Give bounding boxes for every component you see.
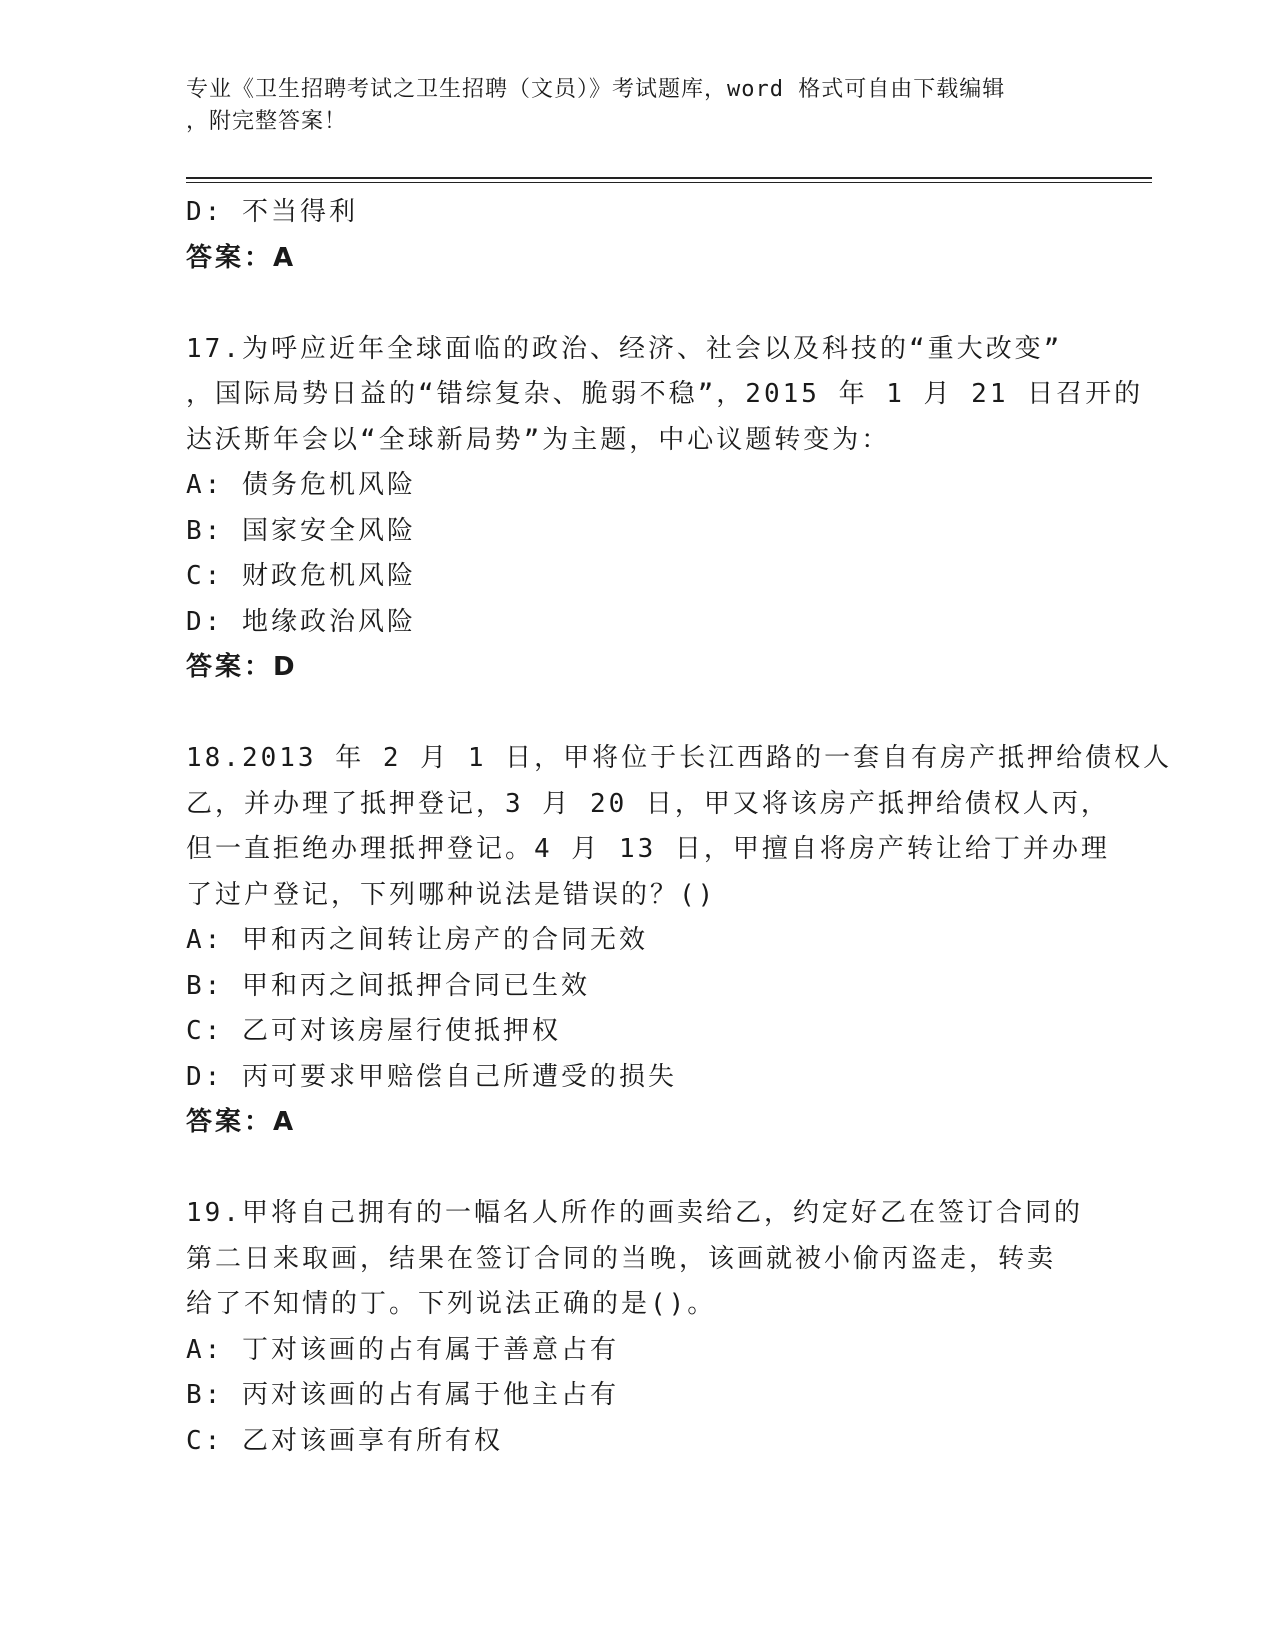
option-b: B: 丙对该画的占有属于他主占有 bbox=[186, 1380, 619, 1410]
header-rule-thick bbox=[186, 177, 1152, 179]
question-19 bbox=[186, 1191, 1086, 1464]
option-a: A: 丁对该画的占有属于善意占有 bbox=[186, 1334, 619, 1365]
header-line-2: ，附完整答案！ bbox=[186, 109, 348, 134]
header-line-1: 专业《卫生招聘考试之卫生招聘（文员）》考试题库，word 格式可自由下载编辑 bbox=[186, 77, 1006, 102]
option-a: A: 甲和丙之间转让房产的合同无效 bbox=[186, 925, 648, 955]
question-text-line: 乙，并办理了抵押登记，3 月 20 日，甲又将该房产抵押给债权人丙， bbox=[186, 788, 1110, 819]
option-d: D: 丙可要求甲赔偿自己所遭受的损失 bbox=[186, 1061, 677, 1092]
question-17 bbox=[186, 327, 1144, 691]
option-c: C: 财政危机风险 bbox=[186, 561, 416, 591]
option-a: A: 债务危机风险 bbox=[186, 470, 416, 500]
question-text-line: 给了不知情的丁。下列说法正确的是()。 bbox=[186, 1289, 717, 1319]
question-18 bbox=[186, 736, 1173, 1146]
question-text-line: 第二日来取画，结果在签订合同的当晚，该画就被小偷丙盗走，转卖 bbox=[186, 1243, 1057, 1274]
option-b: B: 甲和丙之间抵押合同已生效 bbox=[186, 970, 590, 1001]
option-c: C: 乙可对该房屋行使抵押权 bbox=[186, 1016, 561, 1046]
question-text-line: 18.2013 年 2 月 1 日，甲将位于长江西路的一套自有房产抵押给债权人 bbox=[186, 743, 1173, 773]
document-body bbox=[186, 190, 1173, 1464]
answer: 答案：A bbox=[186, 242, 297, 273]
question-text-line: 达沃斯年会以“全球新局势”为主题，中心议题转变为： bbox=[186, 424, 891, 455]
spacer bbox=[186, 1146, 1086, 1192]
question-text-line: 17.为呼应近年全球面临的政治、经济、社会以及科技的“重大改变” bbox=[186, 333, 1063, 364]
question-text-line: ，国际局势日益的“错综复杂、脆弱不稳”，2015 年 1 月 21 日召开的 bbox=[186, 379, 1144, 409]
spacer bbox=[186, 691, 1086, 737]
spacer bbox=[186, 281, 1086, 327]
option-c: C: 乙对该画享有所有权 bbox=[186, 1425, 503, 1456]
option-d: D: 地缘政治风险 bbox=[186, 606, 416, 637]
option-d: D: 不当得利 bbox=[186, 197, 358, 227]
answer: 答案：D bbox=[186, 652, 298, 682]
answer: 答案：A bbox=[186, 1107, 297, 1137]
question-text-line: 了过户登记，下列哪种说法是错误的？() bbox=[186, 879, 717, 910]
header-rule-thin bbox=[186, 182, 1152, 183]
question-text-line: 但一直拒绝办理抵押登记。4 月 13 日，甲擅自将房产转让给丁并办理 bbox=[186, 834, 1110, 864]
document-header bbox=[186, 74, 1086, 138]
question-text-line: 19.甲将自己拥有的一幅名人所作的画卖给乙，约定好乙在签订合同的 bbox=[186, 1198, 1083, 1228]
option-b: B: 国家安全风险 bbox=[186, 515, 416, 546]
